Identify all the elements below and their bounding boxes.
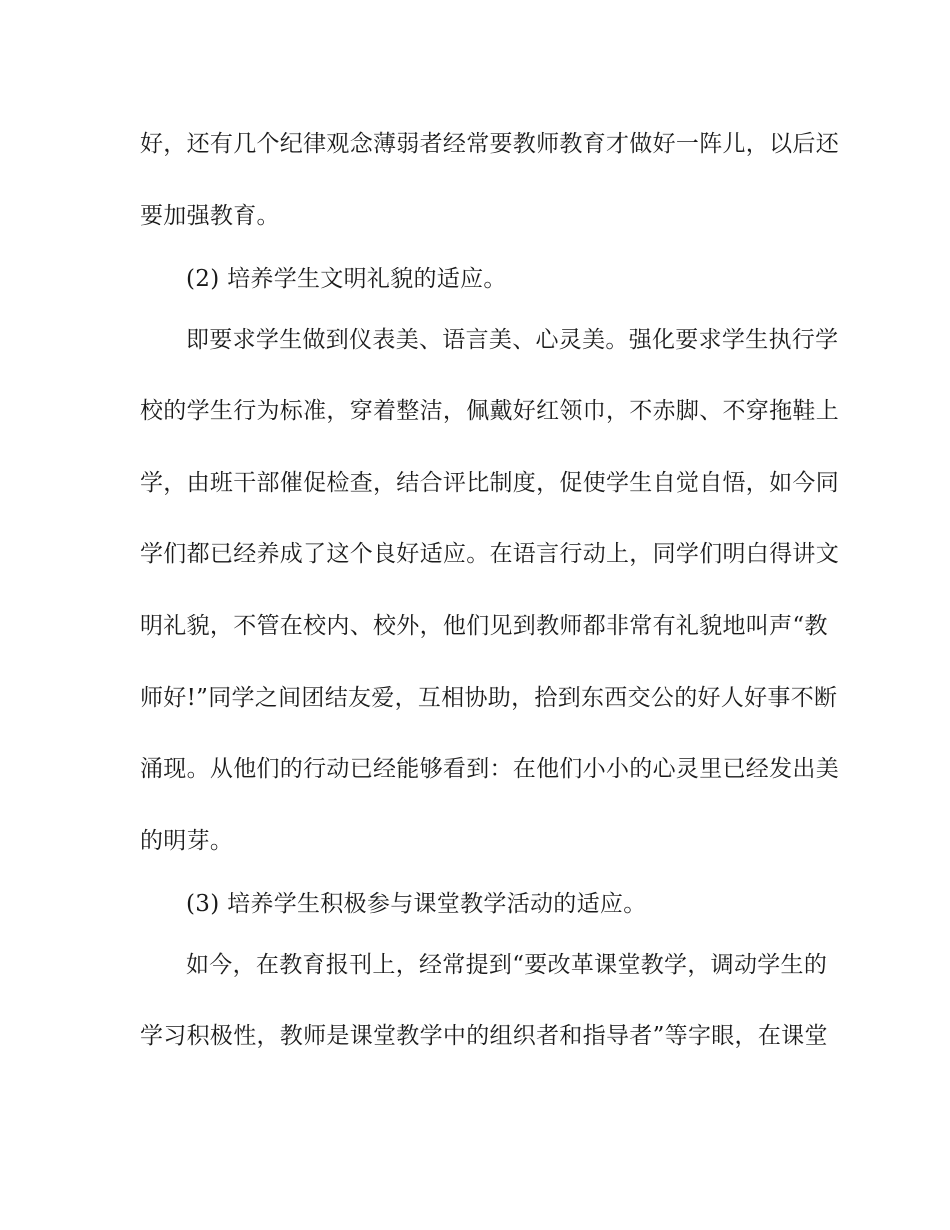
text-line-14: 学习积极性，教师是课堂教学中的组织者和指导者”等字眼，在课堂 [140,1023,828,1049]
text-line-10: 涌现。从他们的行动已经能够看到：在他们小小的心灵里已经发出美 [140,756,839,782]
text-line-13: 如今，在教育报刊上，经常提到“要改革课堂教学，调动学生的 [186,952,828,978]
text-line-9: 师好!”同学之间团结友爱，互相协助，拾到东西交公的好人好事不断 [140,685,838,711]
text-line-5: 校的学生行为标准，穿着整洁，佩戴好红领巾，不赤脚、不穿拖鞋上 [140,398,839,424]
text-line-7: 学们都已经养成了这个良好适应。在语言行动上，同学们明白得讲文 [140,541,839,567]
text-line-6: 学，由班干部催促检查，结合评比制度，促使学生自觉自悟，如今同 [140,470,839,496]
text-line-4: 即要求学生做到仪表美、语言美、心灵美。强化要求学生执行学 [186,327,839,353]
text-line-1: 好，还有几个纪律观念薄弱者经常要教师教育才做好一阵儿，以后还 [140,131,839,157]
section-heading-3: (3) 培养学生积极参与课堂教学活动的适应。 [186,891,647,917]
section-heading-2: (2) 培养学生文明礼貌的适应。 [186,266,507,292]
text-line-8: 明礼貌，不管在校内、校外，他们见到教师都非常有礼貌地叫声“教 [140,613,828,639]
text-line-2: 要加强教育。 [140,203,280,229]
text-line-11: 的明芽。 [140,828,234,854]
